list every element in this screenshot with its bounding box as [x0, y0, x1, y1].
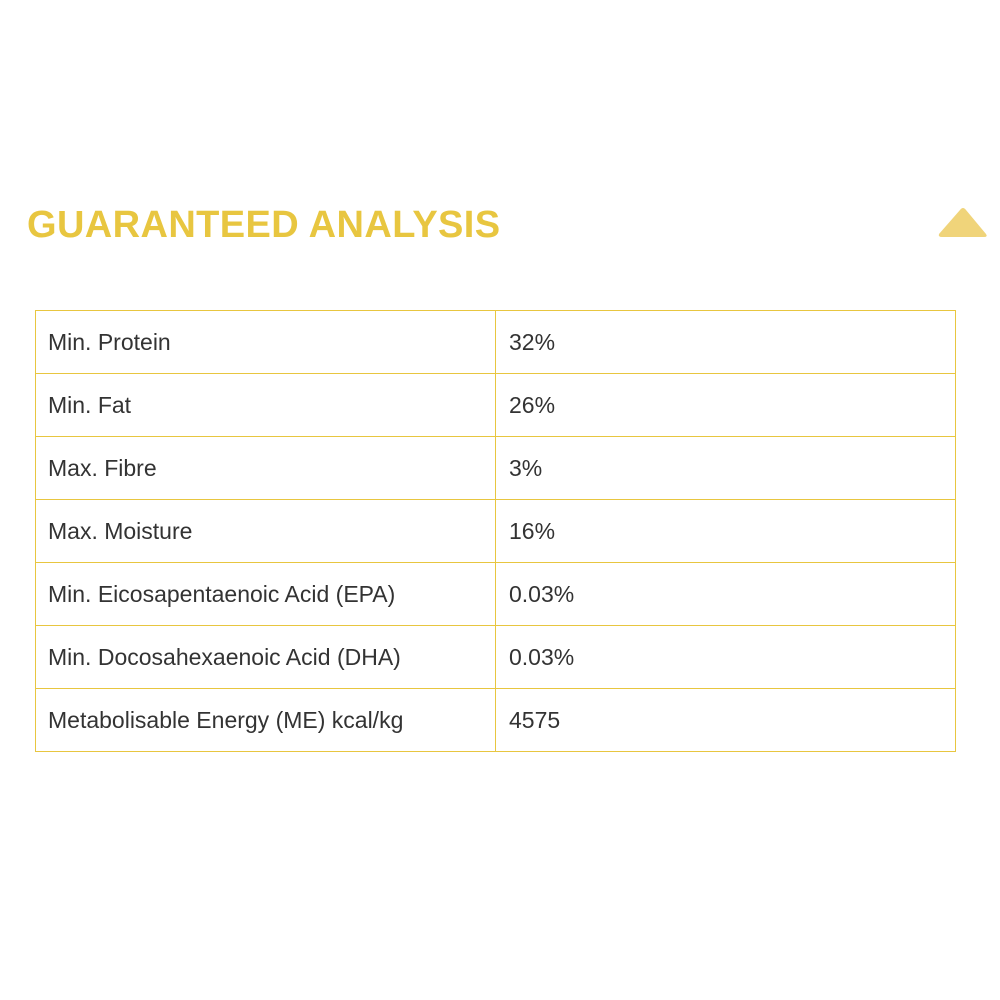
nutrient-value: 0.03% — [496, 626, 956, 689]
table-row — [36, 626, 956, 689]
nutrient-value: 32% — [496, 311, 956, 374]
nutrient-value: 16% — [496, 500, 956, 563]
accordion-header[interactable] — [0, 190, 1000, 260]
table-row — [36, 311, 956, 374]
nutrient-label: Max. Fibre — [36, 437, 496, 500]
table-row — [36, 563, 956, 626]
table-row — [36, 437, 956, 500]
table-row — [36, 689, 956, 752]
guaranteed-analysis-table — [35, 310, 956, 752]
nutrient-label: Min. Docosahexaenoic Acid (DHA) — [36, 626, 496, 689]
nutrient-label: Min. Fat — [36, 374, 496, 437]
nutrient-label: Min. Eicosapentaenoic Acid (EPA) — [36, 563, 496, 626]
nutrient-label: Min. Protein — [36, 311, 496, 374]
nutrient-value: 0.03% — [496, 563, 956, 626]
section-title: GUARANTEED ANALYSIS — [27, 204, 501, 246]
nutrient-value: 4575 — [496, 689, 956, 752]
nutrient-label: Metabolisable Energy (ME) kcal/kg — [36, 689, 496, 752]
chevron-up-icon[interactable] — [936, 204, 990, 240]
table-row — [36, 500, 956, 563]
nutrient-value: 26% — [496, 374, 956, 437]
table-row — [36, 374, 956, 437]
nutrient-label: Max. Moisture — [36, 500, 496, 563]
nutrient-value: 3% — [496, 437, 956, 500]
